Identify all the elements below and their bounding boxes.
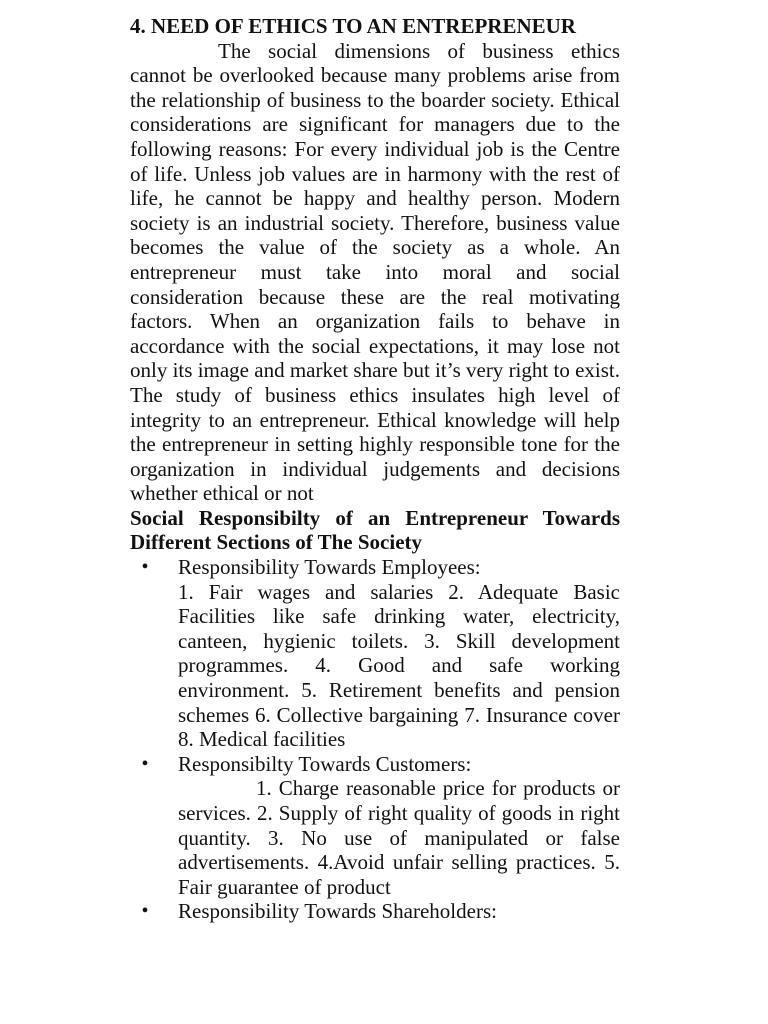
list-item-text: 1. Fair wages and salaries 2. Adequate Basic Facilities like safe drinking water, electricity, canteen, hygienic toilets. 3. Skill development programmes. 4. Good and safe working environment. 5. Retirement benefits and pension schemes 6. Collective bargaining 7. Insurance cover 8. Medical facilities	[178, 579, 620, 752]
bullet-icon: •	[141, 900, 149, 923]
list-item-customers	[130, 752, 620, 900]
responsibility-list	[130, 555, 620, 924]
subsection-heading: Social Responsibilty of an Entrepreneur Towards Different Sections of The Society	[130, 505, 620, 555]
list-item-text: 1. Charge reasonable price for products or services. 2. Supply of right quality of goods in right quantity. 3. No use of manipulated or false advertisements. 4.Avoid unfair selling practices. 5. Fair guarantee of product	[178, 776, 620, 899]
bullet-icon: •	[141, 752, 149, 775]
text-column	[130, 14, 620, 924]
list-item-employees	[130, 555, 620, 752]
list-item-heading: Responsibility Towards Employees:	[178, 555, 481, 580]
section-title: 4. NEED OF ETHICS TO AN ENTREPRENEUR	[130, 14, 576, 38]
list-item-heading: Responsibility Towards Shareholders:	[178, 899, 497, 924]
list-item-heading: Responsibilty Towards Customers:	[178, 751, 472, 776]
bullet-icon: •	[141, 556, 149, 579]
list-item-shareholders	[130, 899, 620, 924]
body-paragraph: The social dimensions of business ethics cannot be overlooked because many problems arise from the relationship of business to the boarder society. Ethical considerations are significant for managers due to the following reasons: For every individual job is the Centre of life. Unless job values are in harmony with the rest of life, he cannot be happy and healthy person. Modern society is an industrial society. Therefore, business value becomes the value of the society as a whole. An entrepreneur must take into moral and social consideration because these are the real motivating factors. When an organization fails to behave in accordance with the social expectations, it may lose not only its image and market share but it’s very right to exist. The study of business ethics insulates high level of integrity to an entrepreneur. Ethical knowledge will help the entrepreneur in setting highly responsible tone for the organization in individual judgements and decisions whether ethical or not	[130, 38, 620, 506]
